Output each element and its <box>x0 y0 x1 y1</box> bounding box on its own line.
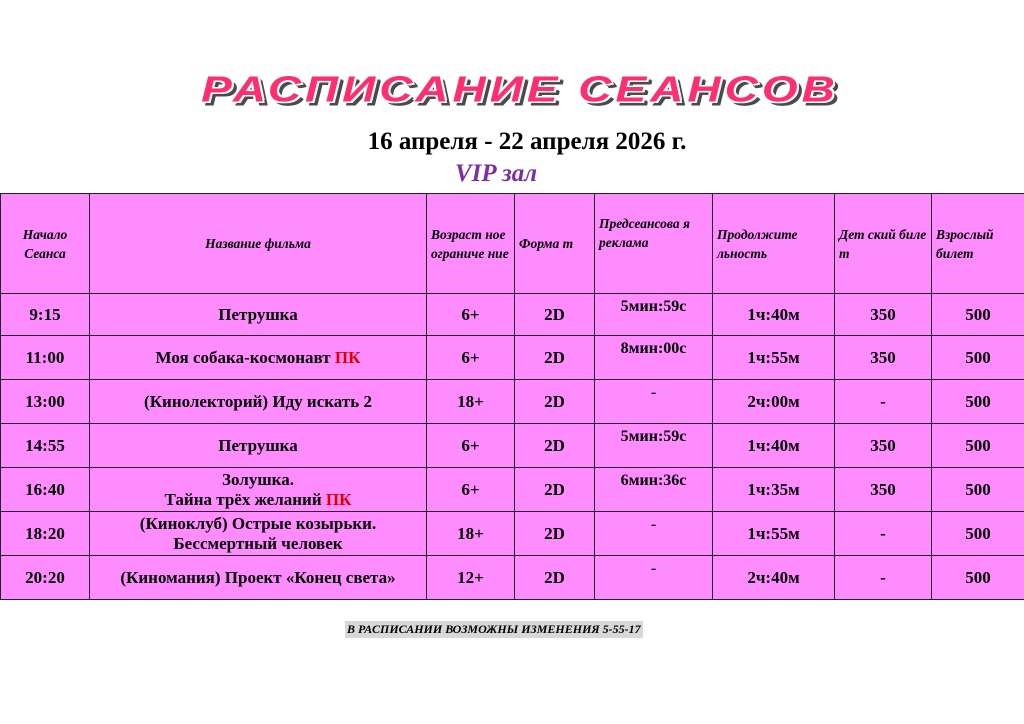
pre-show-ads: 8мин:00с <box>595 336 713 380</box>
film-title-line: Петрушка <box>218 304 298 324</box>
col-pre-show-ads: Предсеансова я реклама <box>595 194 713 294</box>
film-title-line: (Киноклуб) Острые козырьки. <box>139 513 377 533</box>
film-title-line: Тайна трёх желаний <box>164 489 322 509</box>
film-title <box>90 380 427 424</box>
adult-ticket-price: 500 <box>932 424 1024 468</box>
title-banner <box>70 68 970 128</box>
table-row <box>1 424 1024 468</box>
pushkin-card-badge: ПК <box>325 489 352 509</box>
duration: 2ч:00м <box>713 380 835 424</box>
duration: 1ч:35м <box>713 468 835 512</box>
pre-show-ads: 6мин:36с <box>595 468 713 512</box>
col-format: Форма т <box>515 194 595 294</box>
schedule-note: В РАСПИСАНИИ ВОЗМОЖНЫ ИЗМЕНЕНИЯ 5-55-17 <box>347 622 641 636</box>
page-title: РАСПИСАНИЕ СЕАНСОВ <box>201 68 839 110</box>
film-title-line: Бессмертный человек <box>173 533 343 553</box>
start-time: 18:20 <box>1 512 90 556</box>
adult-ticket-price: 500 <box>932 468 1024 512</box>
format: 2D <box>515 380 595 424</box>
date-range: 16 апреля - 22 апреля 2026 г. <box>367 128 687 155</box>
film-title-line: Петрушка <box>218 435 298 455</box>
table-row <box>1 468 1024 512</box>
adult-ticket-price: 500 <box>932 556 1024 600</box>
table-row <box>1 294 1024 336</box>
duration: 1ч:55м <box>713 336 835 380</box>
adult-ticket-price: 500 <box>932 380 1024 424</box>
table-row <box>1 556 1024 600</box>
col-duration: Продолжите льность <box>713 194 835 294</box>
film-title-line: (Кинолекторий) Иду искать 2 <box>144 391 372 411</box>
age-rating: 18+ <box>427 380 515 424</box>
pre-show-ads: 5мин:59с <box>595 294 713 336</box>
film-title-line: Моя собака-космонавт <box>155 347 331 367</box>
format: 2D <box>515 424 595 468</box>
age-rating: 6+ <box>427 468 515 512</box>
film-title <box>90 424 427 468</box>
age-rating: 12+ <box>427 556 515 600</box>
child-ticket-price: - <box>835 556 932 600</box>
col-film-title: Название фильма <box>90 194 427 294</box>
table-row <box>1 336 1024 380</box>
start-time: 9:15 <box>1 294 90 336</box>
pushkin-card-badge: ПК <box>334 347 361 367</box>
table-row <box>1 380 1024 424</box>
pre-show-ads: - <box>595 380 713 424</box>
col-child-ticket: Дет ский биле т <box>835 194 932 294</box>
hall-name: VIP зал <box>455 160 538 187</box>
format: 2D <box>515 512 595 556</box>
header-row <box>1 194 1024 294</box>
start-time: 20:20 <box>1 556 90 600</box>
format: 2D <box>515 468 595 512</box>
child-ticket-price: 350 <box>835 468 932 512</box>
age-rating: 18+ <box>427 512 515 556</box>
film-title-line: (Киномания) Проект «Конец света» <box>120 567 396 587</box>
child-ticket-price: 350 <box>835 336 932 380</box>
duration: 1ч:55м <box>713 512 835 556</box>
pre-show-ads: - <box>595 556 713 600</box>
col-adult-ticket: Взрослый билет <box>932 194 1024 294</box>
duration: 1ч:40м <box>713 424 835 468</box>
film-title-line: Золушка. <box>222 469 294 489</box>
pre-show-ads: - <box>595 512 713 556</box>
child-ticket-price: 350 <box>835 424 932 468</box>
col-start-time: Начало Сеанса <box>1 194 90 294</box>
adult-ticket-price: 500 <box>932 336 1024 380</box>
film-title <box>90 468 427 512</box>
adult-ticket-price: 500 <box>932 512 1024 556</box>
pre-show-ads: 5мин:59с <box>595 424 713 468</box>
format: 2D <box>515 294 595 336</box>
duration: 2ч:40м <box>713 556 835 600</box>
format: 2D <box>515 556 595 600</box>
schedule-table <box>0 193 1024 600</box>
start-time: 13:00 <box>1 380 90 424</box>
age-rating: 6+ <box>427 336 515 380</box>
child-ticket-price: 350 <box>835 294 932 336</box>
start-time: 16:40 <box>1 468 90 512</box>
age-rating: 6+ <box>427 294 515 336</box>
format: 2D <box>515 336 595 380</box>
start-time: 11:00 <box>1 336 90 380</box>
film-title <box>90 336 427 380</box>
child-ticket-price: - <box>835 512 932 556</box>
duration: 1ч:40м <box>713 294 835 336</box>
film-title <box>90 556 427 600</box>
film-title <box>90 294 427 336</box>
age-rating: 6+ <box>427 424 515 468</box>
table-row <box>1 512 1024 556</box>
col-age-rating: Возраст ное ограниче ние <box>427 194 515 294</box>
film-title <box>90 512 427 556</box>
start-time: 14:55 <box>1 424 90 468</box>
adult-ticket-price: 500 <box>932 294 1024 336</box>
child-ticket-price: - <box>835 380 932 424</box>
